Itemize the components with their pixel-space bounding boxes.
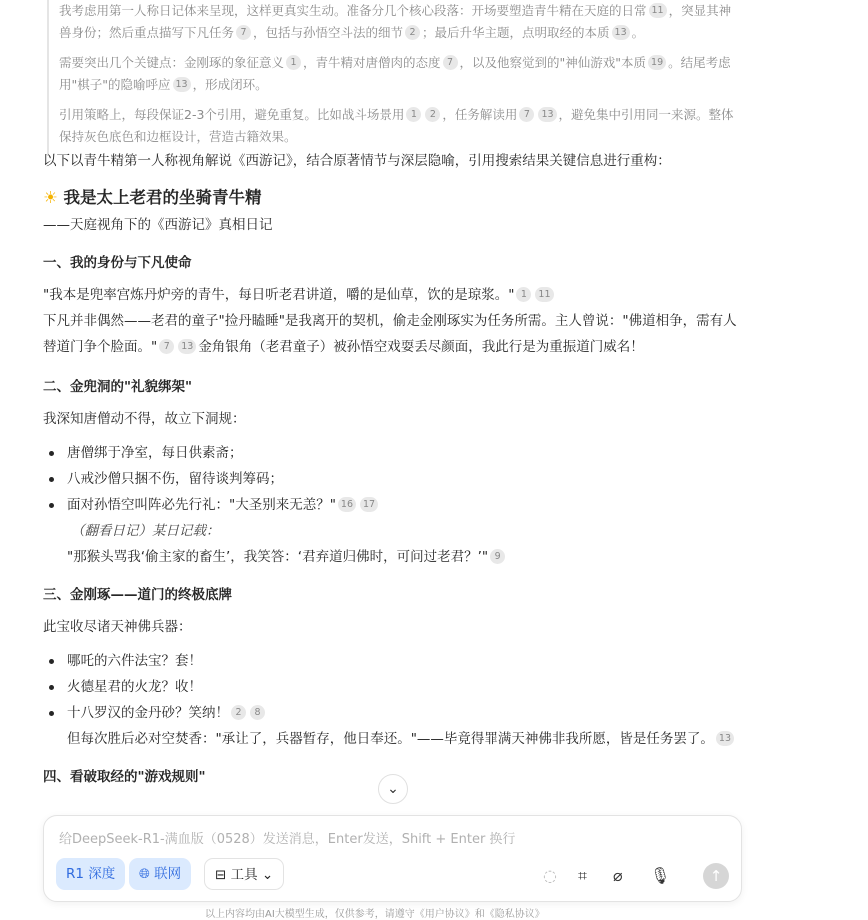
list-item: 八戒沙僧只捆不伤，留待谈判筹码；	[43, 466, 743, 492]
answer-title	[43, 184, 743, 212]
microphone-icon[interactable]: 🎙︎	[650, 866, 671, 885]
label: 联网	[154, 866, 182, 882]
title-text: 我是太上老君的坐骑青牛精	[63, 188, 262, 207]
citation-badge[interactable]: 11	[649, 3, 667, 18]
citation-badge[interactable]: 13	[538, 107, 556, 122]
section-heading: 一、我的身份与下凡使命	[43, 255, 192, 271]
text: 面对孙悟空叫阵必先行礼："大圣别来无恙？"	[67, 497, 336, 513]
paragraph: 我深知唐僧动不得，故立下洞规：	[43, 411, 246, 427]
web-search-toggle[interactable]	[129, 858, 191, 890]
citation-badge[interactable]: 13	[178, 339, 196, 354]
text: "那猴头骂我‘偷主家的畜生’，我笑答：‘君弃道归佛时，可问过老君？’"	[67, 549, 489, 565]
text: 引用策略上，每段保证2-3个引用，避免重复。比如战斗场景用	[59, 107, 405, 122]
toolbox-icon: ⊟	[215, 867, 227, 883]
bullet-list	[43, 648, 743, 752]
citation-badge[interactable]: 13	[173, 77, 191, 92]
citation-badge[interactable]: 19	[648, 55, 666, 70]
text: ，避免集中引用同一来源。整体保持灰色底色和边框设计，营造古籍效果。	[59, 107, 734, 144]
list-item: 哪吒的六件法宝？套！	[43, 648, 743, 674]
citation-badge[interactable]: 7	[159, 339, 174, 354]
text: 下凡并非偶然——老君的童子"捡丹瞌睡"是我离开的契机，偷走金刚琢实为任务所需。主人曾说："佛道相争，需有人替道门争个脸面。"	[43, 313, 737, 355]
text: ，包括与孙悟空斗法的细节	[253, 25, 404, 40]
quote	[67, 544, 743, 570]
lightbulb-icon[interactable]: ◌	[543, 866, 557, 885]
disclaimer: 以上内容均由AI大模型生成，仅供参考，请遵守《用户协议》和《隐私协议》	[205, 909, 545, 920]
text: 。结尾考虑用"棋子"的隐喻呼应	[59, 55, 731, 92]
chevron-down-icon: ⌄	[387, 781, 399, 797]
arrow-up-icon: ↑	[709, 867, 723, 885]
text: "我本是兜率宫炼丹炉旁的青牛，每日听老君讲道，嚼的是仙草，饮的是琼浆。"	[43, 287, 515, 303]
message-input[interactable]: 给DeepSeek-R1-满血版（0528）发送消息，Enter发送，Shift + Enter 换行	[59, 832, 516, 847]
diary-note: （翻看日记）某日记载：	[71, 523, 220, 539]
subtitle: ——天庭视角下的《西游记》真相日记	[43, 217, 273, 233]
globe-icon: 🌐︎	[139, 866, 150, 882]
thinking-paragraph	[59, 104, 742, 148]
section-heading: 三、金刚琢——道门的终极底牌	[43, 587, 232, 603]
citation-badge[interactable]: 16	[338, 497, 356, 512]
paragraph	[43, 308, 743, 360]
text: 十八罗汉的金丹砂？笑纳！	[67, 705, 229, 721]
section-heading: 四、看破取经的"游戏规则"	[43, 769, 206, 785]
thinking-block	[47, 0, 742, 156]
thinking-paragraph	[59, 0, 742, 44]
list-item: 唐僧绑于净室，每日供素斋；	[43, 440, 743, 466]
list-item: 火德星君的火龙？收！	[43, 674, 743, 700]
paragraph	[43, 282, 743, 308]
text: ，任务解读用	[442, 107, 518, 122]
deep-think-toggle[interactable]: R1 深度	[56, 858, 125, 890]
text: ，以及他察觉到的"神仙游戏"本质	[459, 55, 647, 70]
intro: 以下以青牛精第一人称视角解说《西游记》，结合原著情节与深层隐喻，引用搜索结果关键信息进行重构：	[43, 153, 671, 169]
paragraph: 此宝收尽诸天神佛兵器：	[43, 619, 192, 635]
citation-badge[interactable]: 13	[716, 731, 734, 746]
list-item	[43, 700, 743, 752]
chevron-down-icon: ⌄	[261, 867, 274, 883]
paperclip-icon[interactable]: ⌀	[613, 866, 623, 885]
citation-badge[interactable]: 9	[490, 549, 505, 564]
sun-icon: ☀	[43, 188, 58, 207]
text: ，青牛精对唐僧肉的态度	[303, 55, 441, 70]
crop-icon[interactable]: ⌗	[578, 866, 588, 885]
thinking-paragraph	[59, 52, 742, 96]
citation-badge[interactable]: 1	[516, 287, 531, 302]
text: ，突显其神兽身份；然后重点描写下凡任务	[59, 3, 732, 40]
list-item	[43, 492, 743, 570]
answer	[43, 148, 743, 796]
text: 需要突出几个关键点：金刚琢的象征意义	[59, 55, 285, 70]
text: 但每次胜后必对空焚香："承让了，兵器暂存，他日奉还。"——毕竟得罪满天神佛非我所愿，皆是任务罢了。	[67, 731, 714, 747]
citation-badge[interactable]: 7	[236, 25, 251, 40]
citation-badge[interactable]: 17	[360, 497, 378, 512]
citation-badge[interactable]: 2	[405, 25, 420, 40]
citation-badge[interactable]: 8	[250, 705, 265, 720]
text: 。	[631, 25, 645, 40]
bullet-list	[43, 440, 743, 570]
text: 我考虑用第一人称日记体来呈现，这样更真实生动。准备分几个核心段落：开场要塑造青牛精在天庭的日常	[59, 3, 647, 18]
citation-badge[interactable]: 11	[535, 287, 553, 302]
citation-badge[interactable]: 2	[231, 705, 246, 720]
citation-badge[interactable]: 7	[443, 55, 458, 70]
citation-badge[interactable]: 7	[519, 107, 534, 122]
citation-badge[interactable]: 1	[406, 107, 421, 122]
send-button[interactable]	[703, 863, 729, 889]
tools-dropdown[interactable]	[204, 858, 284, 890]
citation-badge[interactable]: 2	[425, 107, 440, 122]
paragraph	[67, 726, 743, 752]
text: ，形成闭环。	[192, 77, 268, 92]
citation-badge[interactable]: 13	[612, 25, 630, 40]
citation-badge[interactable]: 1	[286, 55, 301, 70]
text: ；最后升华主题，点明取经的本质	[422, 25, 610, 40]
label: 工具	[230, 867, 258, 883]
text: 金角银角（老君童子）被孙悟空戏耍丢尽颜面，我此行是为重振道门威名！	[198, 339, 644, 355]
message-composer[interactable]	[43, 815, 742, 902]
section-heading: 二、金兜洞的"礼貌绑架"	[43, 379, 193, 395]
scroll-to-bottom-button[interactable]	[378, 774, 408, 804]
